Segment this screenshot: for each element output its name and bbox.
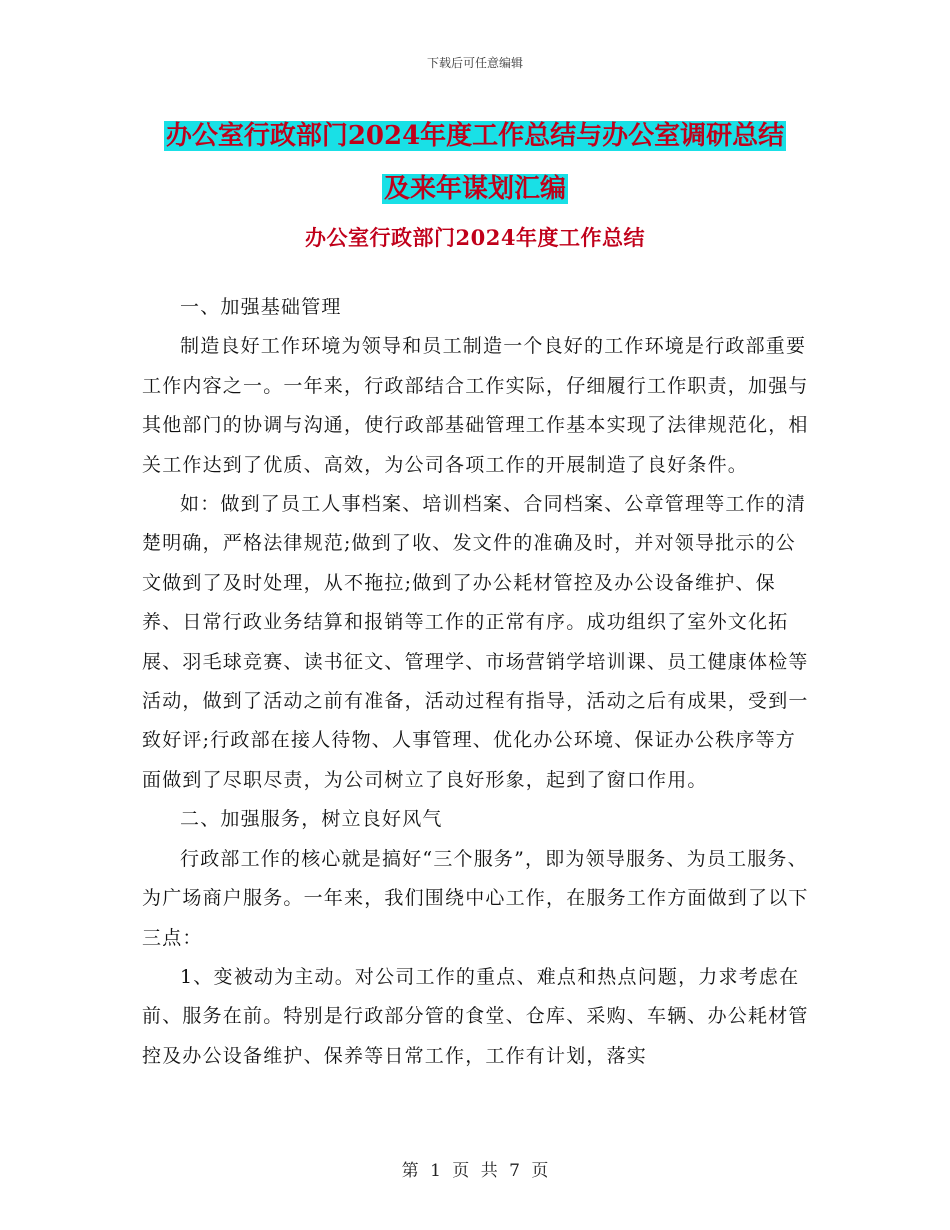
paragraph-three-services: 行政部工作的核心就是搞好“三个服务”，即为领导服务、为员工服务、为广场商户服务。一年来，我们围绕中心工作，在服务工作方面做到了以下三点： — [142, 847, 809, 949]
header-note: 下载后可任意编辑 — [426, 56, 523, 70]
paragraph-passive-to-active: 1、变被动为主动。对公司工作的重点、难点和热点问题，力求考虑在前、服务在前。特别是行政部分管的食堂、仓库、采购、车辆、办公耗材管控及办公设备维护、保养等日常工作，工作有计划，落实 — [142, 965, 809, 1067]
page-footer: 第 1 页 共 7 页 — [401, 1161, 549, 1181]
heading-service: 二、加强服务，树立良好风气 — [180, 808, 443, 831]
document-title-line-1: 办公室行政部门2024年度工作总结与办公室调研总结 — [165, 121, 785, 151]
document-body — [142, 288, 812, 1076]
heading-basic-management: 一、加强基础管理 — [180, 296, 342, 318]
paragraph-examples: 如：做到了员工人事档案、培训档案、合同档案、公章管理等工作的清楚明确，严格法律规范;做到了收、发文件的准确及时，并对领导批示的公文做到了及时处理，从不拖拉;做到了办公耗材管控及办公设备维护、保养、日常行政业务结算和报销等工作的正常有序。成功组织了室外文化拓展、羽毛球竞赛、读书征文、管理学、市场营销学培训课、员工健康体检等活动，做到了活动之前有准备，活动过程有指导，活动之后有成果，受到一致好评;行政部在接人待物、人事管理、优化办公环境、保证办公秩序等方面做到了尽职尽责，为公司树立了良好形象，起到了窗口作用。 — [142, 493, 809, 791]
document-title — [120, 110, 830, 216]
paragraph-work-environment: 制造良好工作环境为领导和员工制造一个良好的工作环境是行政部重要工作内容之一。一年来，行政部结合工作实际，仔细履行工作职责，加强与其他部门的协调与沟通，使行政部基础管理工作基本实现了法律规范化，相关工作达到了优质、高效，为公司各项工作的开展制造了良好条件。 — [142, 335, 809, 476]
section-title: 办公室行政部门2024年度工作总结 — [305, 225, 645, 250]
document-title-line-2: 及来年谋划汇编 — [383, 174, 566, 204]
